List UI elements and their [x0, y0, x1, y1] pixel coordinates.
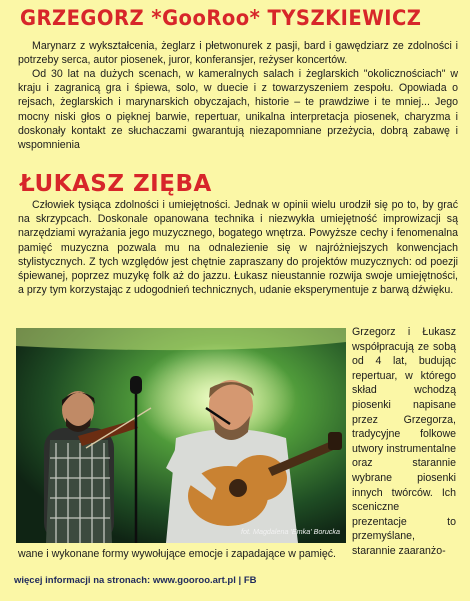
concert-photo: [16, 328, 346, 543]
heading-grzegorz: GRZEGORZ *GooRoo* TYSZKIEWICZ: [20, 6, 422, 30]
heading-lukasz: ŁUKASZ ZIĘBA: [20, 171, 212, 197]
photo-credit: fot. Magdalena 'Emka' Borucka: [240, 527, 340, 536]
bio-paragraph-2: Od 30 lat na dużych scenach, w kameralnych salach i żeglarskich "okolicznościach" w kraju i zagranicą gra i śpiewa, solo, w duecie i z towarzyszeniem zespołu. Opowiada o rejsach, żeglarskich i marynarskich obyczajach, historie – te prawdziwe i te mniej... Jego mocny niski głos o pięknej barwie, repertuar, unikalna interpretacja piosenek, charyzma i doskonały kontakt ze słuchaczami gwarantują niezapomniane przeżycia, dobrą zabawę i wspomnienia: [18, 68, 458, 152]
bio-paragraph-1: Marynarz z wykształcenia, żeglarz i płetwonurek z pasji, bard i gawędziarz ze zdolności i potrzeby serca, autor piosenek, juror, konferansjer, reżyser koncertów.: [18, 40, 458, 67]
duo-paragraph: Grzegorz i Łukasz współpracują ze sobą od 4 lat, budując repertuar, w którego skład wchodzą piosenki napisane przez Grzegorza, tradycyjne folkowe utwory instrumentalne oraz starannie wybrane piosenki innych twórców. Ich sceniczne prezentacje to przemyślane, starannie zaaranżo-: [352, 326, 456, 557]
footer-more-info: więcej informacji na stronach: www.gooroo.art.pl | FB: [14, 575, 257, 586]
bio-paragraph-3: Człowiek tysiąca zdolności i umiejętności. Jednak w opinii wielu urodził się po to, by grać na skrzypcach. Doskonale opanowana technika i niezwykła umiejętność improwizacji są narzędziami wyrażania jego muzycznego, bogatego wnętrza. Powyższe cechy i fenomenalna pamięć muzyczna pozwala mu na odnalezienie się w najróżniejszych konwencjach stylistycznych. Z tych względów jest chętnie zapraszany do projektów muzycznych: od poezji śpiewanej, poprzez muzykę folk aż do jazzu. Łukasz nieustannie rozwija swoje umiejętności, a przy tym korzystając z udogodnień technicznych, udanie eksperymentuje z barwą dźwięku.: [18, 199, 458, 297]
duo-paragraph-end: wane i wykonane formy wywołujące emocje i zapadające w pamięć.: [18, 548, 336, 560]
concert-photo-illustration: [16, 328, 346, 543]
